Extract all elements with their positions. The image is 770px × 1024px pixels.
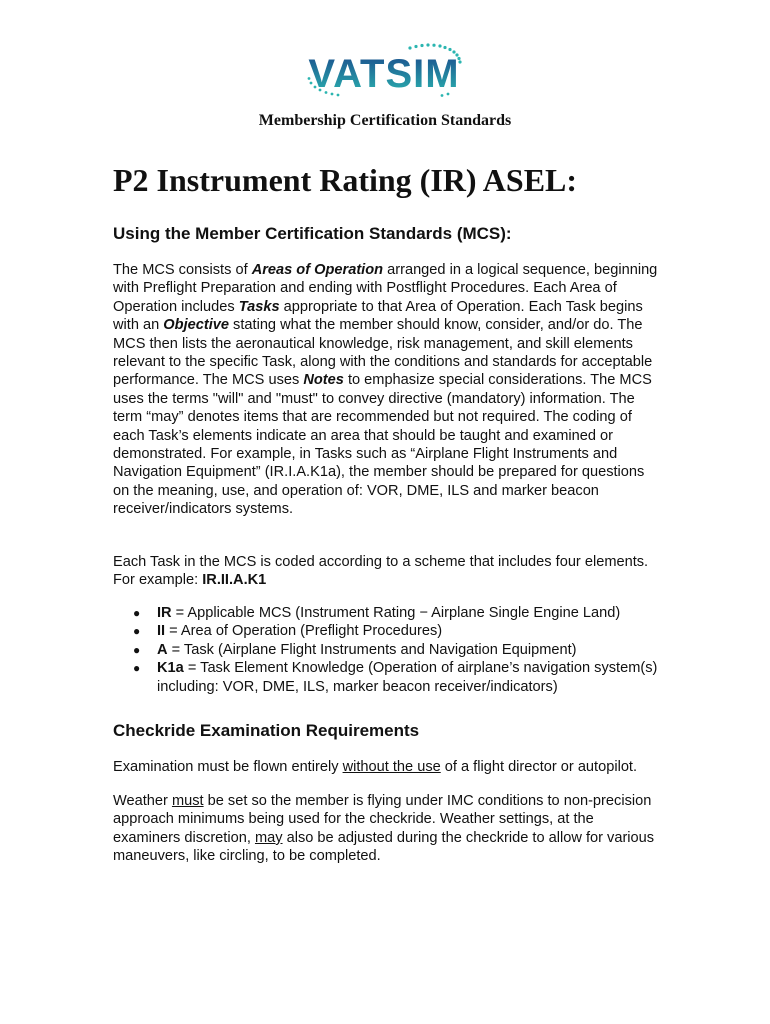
text-run: appropriate to that Area of Operation. Each Task begins with an [113,298,643,334]
text-run: to emphasize special considerations. The MCS uses the terms "will" and "must" to convey directive (mandatory) information. The term “may” denotes items that are recommended but not required. The coding of each Task’s elements indicate an area that should be taught and examined or demonstrated. For example, in Tasks such as “Airplane Flight Instruments and Navigation Equipment” (IR.I.A.K1a), the member should be prepared for questions on the meaning, use, and operation of: VOR, DME, ILS and marker beacon receiver/indicators systems. [113,372,652,518]
text-run: be set so the member is flying under IMC conditions to non-precision approach minimums being used for the checkride. Weather settings, at the examiners discretion, [113,793,652,846]
list-item [113,622,661,640]
text-run: must [171,793,204,809]
code-scheme-list [113,604,661,696]
list-item [113,604,661,622]
text-run: Notes [303,372,344,389]
text-run: Each Task in the MCS is coded according to a scheme that includes four elements. For example: [113,554,649,589]
text-run: of a flight director or autopilot. [440,759,638,775]
list-item-code: A [157,641,168,658]
text-run: also be adjusted during the checkride to allow for various maneuvers, like circling, to be completed. [113,829,655,865]
text-run: Examination must be flown entirely [113,759,343,775]
checkride-paragraph-2 [113,792,661,866]
page-title: P2 Instrument Rating (IR) ASEL: [113,162,578,198]
list-item [113,641,661,659]
logo-text: VATSIM [308,52,460,96]
text-run: Weather [113,793,172,809]
checkride-paragraph-1 [113,758,661,776]
text-run: may [254,829,283,846]
bullet-icon: ● [133,642,141,657]
mcs-paragraph-2 [113,553,661,590]
bullet-icon: ● [133,661,141,676]
list-item-text: = Applicable MCS (Instrument Rating − Airplane Single Engine Land) [171,605,621,621]
list-item-text: = Task Element Knowledge (Operation of airplane’s navigation system(s) including: VOR, DME, ILS, marker beacon receiver/indicators) [157,660,658,695]
text-run: The MCS consists of [113,262,252,278]
text-run: IR.II.A.K1 [202,572,267,589]
text-run: without the use [342,759,441,775]
section-heading-checkride: Checkride Examination Requirements [113,721,420,740]
section-heading-mcs: Using the Member Certification Standards (MCS): [113,224,512,243]
list-item-code: K1a [157,660,184,677]
bullet-icon: ● [133,606,141,620]
list-item-text: = Task (Airplane Flight Instruments and Navigation Equipment) [167,641,577,658]
vatsim-logo-graphic [298,40,474,112]
text-run: Areas of Operation [251,262,384,278]
list-item-code: IR [157,605,172,621]
text-run: stating what the member should know, consider, and/or do. The MCS then lists the aeronautical knowledge, risk management, and skill elements relevant to the specific Task, along with the conditions and standards for acceptable performance. The MCS uses [113,317,653,389]
text-run: Objective [163,317,229,334]
list-item [113,659,661,696]
vatsim-logo [298,40,474,112]
text-run: arranged in a logical sequence, beginning with Preflight Preparation and ending with Postflight Procedures. Each Area of Operation includes [113,262,658,315]
bullet-icon: ● [133,624,141,639]
document-subtitle: Membership Certification Standards [258,112,512,129]
mcs-paragraph-1 [113,261,661,519]
text-run: Tasks [238,298,280,315]
list-item-text: = Area of Operation (Preflight Procedures) [165,623,443,640]
list-item-code: II [157,623,166,640]
